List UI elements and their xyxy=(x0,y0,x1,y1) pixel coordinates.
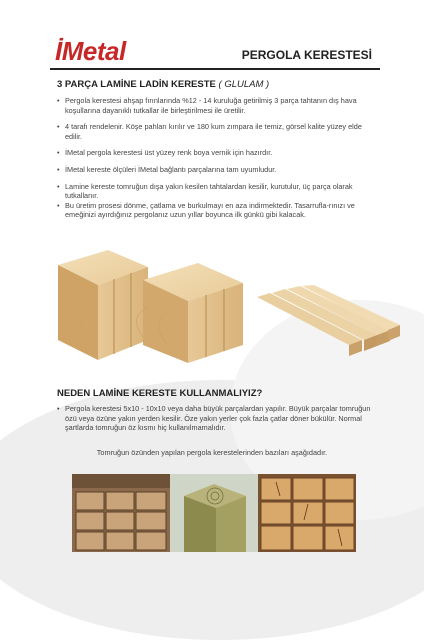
bullet-item: • Lamine kereste tomruğun dışa yakın kesilen tahtalardan kesilir, kurutulur, üç parça olarak tutkallanır. xyxy=(57,182,377,201)
photo-caption: Tomruğun özünden yapılan pergola kerestelerinden bazıları aşağıdadır. xyxy=(96,448,328,457)
bullet-item: • İMetal pergola kerestesi üst yüzey renk boya vernik için hazırdır. xyxy=(57,148,377,158)
section1-title xyxy=(57,79,269,90)
section2-bullet-list xyxy=(57,404,377,433)
bullet-item: • 4 tarafı rendelenir. Köşe pahları kırılır ve 180 kum zımpara ile temiz, görsel kalite yüzey elde edilir. xyxy=(57,122,377,141)
header-divider xyxy=(50,68,380,70)
timber-stack-photo xyxy=(72,474,170,552)
section2-title: NEDEN LAMİNE KERESTE KULLANMALIYIZ? xyxy=(57,388,263,399)
bullet-item: • Bu üretim prosesi dönme, çatlama ve burkulmayı en aza indirmektedir. Tasarrufla-rınızı ve emeğinizi ayırdığınız pergolanız uzun yıllar boyunca ilk günkü gibi kalacak. xyxy=(57,201,377,220)
page-title: PERGOLA KERESTESİ xyxy=(241,48,372,62)
bullet-item: • İMetal kereste ölçüleri İMetal bağlantı parçalarına tam uyumludur. xyxy=(57,165,377,175)
timber-sticks-photo xyxy=(252,285,402,360)
section1-title-bold: 3 PARÇA LAMİNE LADİN KERESTE xyxy=(57,79,216,90)
treated-post-photo xyxy=(170,474,258,552)
section1-bullet-list xyxy=(57,96,377,220)
laminated-beams-photo xyxy=(48,245,248,365)
bullet-item: • Pergola kerestesi ahşap fırınlarında %12 - 14 kuruluğa getirilmiş 3 parça tahtanın dış hava koşullarına dayanıklı tutkallar ile birleştirilmesi ile üretilir. xyxy=(57,96,377,115)
bullet-item: • Pergola kerestesi 5x10 - 10x10 veya daha büyük parçalardan yapılır. Büyük parçalar tomruğun özü veya özüne yakın yerden kesilir. Öze yakın yerler çok fazla çatlar döner bükülür. Normal şartlarda tomruğun öz kısmı hiç kullanılmamalıdır. xyxy=(57,404,377,433)
brand-logo: İMetal xyxy=(55,36,126,66)
cracked-timber-photos xyxy=(72,474,356,552)
section1-title-italic: ( GLULAM ) xyxy=(218,79,270,90)
cracked-ends-photo xyxy=(258,474,356,552)
